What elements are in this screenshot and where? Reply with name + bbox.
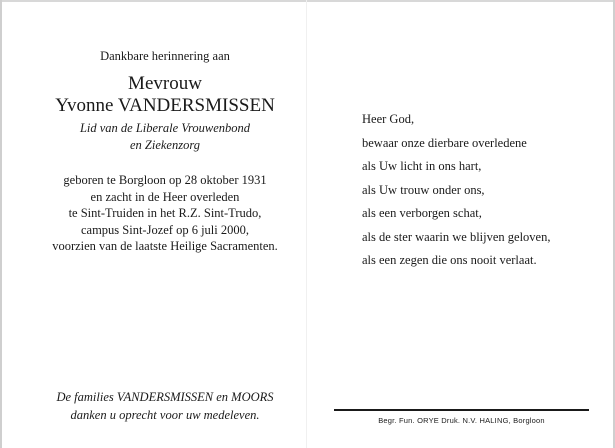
poem-line: als Uw licht in ons hart,: [362, 159, 482, 173]
card-fold-line: [306, 0, 307, 448]
thanks-line: danken u oprecht voor uw medeleven.: [70, 408, 260, 422]
role-line: Lid van de Liberale Vrouwenbond: [79, 121, 251, 135]
intro-text: Dankbare herinnering aan: [100, 49, 230, 63]
poem-line: als Uw trouw onder ons,: [362, 182, 485, 197]
bio-line: campus Sint-Jozef op 6 juli 2000,: [80, 222, 250, 237]
poem-line: als de ster waarin we blijven geloven,: [362, 229, 551, 244]
bio-line: en zacht in de Heer overleden: [90, 189, 240, 204]
role-line: en Ziekenzorg: [129, 138, 200, 152]
bio-line: geboren te Borgloon op 28 oktober 1931: [63, 173, 267, 187]
deceased-name: Yvonne VANDERSMISSEN: [55, 95, 275, 116]
thanks-line: De families VANDERSMISSEN en MOORS: [56, 390, 274, 404]
thanks-block: [40, 388, 290, 424]
printer-credit: Begr. Fun. ORYE Druk. N.V. HALING, Borgloon: [378, 416, 545, 425]
divider-rule: [334, 409, 589, 411]
card-left-edge: [0, 0, 2, 448]
poem-line: bewaar onze dierbare overledene: [362, 135, 527, 150]
bio-line: te Sint-Truiden in het R.Z. Sint-Trudo,: [68, 206, 262, 220]
role-block: [40, 120, 290, 154]
bio-block: [40, 172, 290, 255]
poem-line: als een verborgen schat,: [362, 206, 482, 220]
poem-block: [362, 110, 550, 275]
bio-line: voorzien van de laatste Heilige Sacramenten.: [52, 239, 278, 253]
card-top-edge: [0, 0, 615, 2]
poem-line: als een zegen die ons nooit verlaat.: [362, 253, 537, 267]
honorific: Mevrouw: [128, 73, 202, 94]
poem-line: Heer God,: [362, 112, 415, 126]
